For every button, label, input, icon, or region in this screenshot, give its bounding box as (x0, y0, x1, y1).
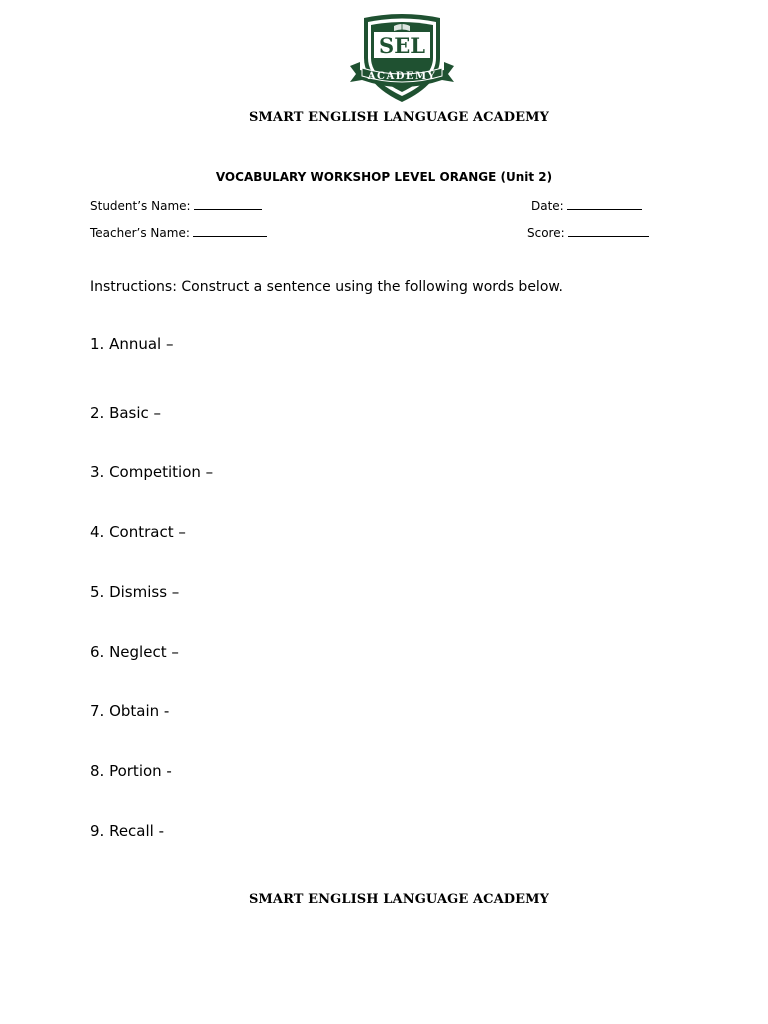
score-field (527, 224, 649, 240)
score-blank[interactable] (568, 224, 649, 237)
student-name-field (90, 197, 262, 213)
date-label: Date: (531, 199, 564, 213)
academy-logo (346, 12, 458, 104)
vocab-item-annual: 1. Annual – (90, 335, 174, 353)
shield-logo-icon (346, 12, 458, 104)
vocab-item-contract: 4. Contract – (90, 523, 186, 541)
vocab-item-recall: 9. Recall - (90, 822, 165, 840)
school-name-header: SMART ENGLISH LANGUAGE ACADEMY (248, 110, 550, 125)
teacher-name-field (90, 224, 267, 240)
teacher-name-label: Teacher’s Name: (90, 226, 190, 240)
worksheet-title: VOCABULARY WORKSHOP LEVEL ORANGE (Unit 2) (215, 170, 553, 184)
teacher-name-blank[interactable] (193, 224, 267, 237)
vocab-item-dismiss: 5. Dismiss – (90, 583, 180, 601)
score-label: Score: (527, 226, 565, 240)
logo-word: ACADEMY (367, 71, 437, 82)
date-field (531, 197, 642, 213)
vocab-item-neglect: 6. Neglect – (90, 643, 179, 661)
vocab-item-basic: 2. Basic – (90, 404, 162, 422)
school-name-footer: SMART ENGLISH LANGUAGE ACADEMY (248, 892, 550, 907)
logo-initials: SEL (379, 33, 425, 58)
student-name-blank[interactable] (194, 197, 262, 210)
vocab-item-obtain: 7. Obtain - (90, 702, 170, 720)
vocab-item-portion: 8. Portion - (90, 762, 172, 780)
instructions-text: Instructions: Construct a sentence using the following words below. (90, 279, 564, 295)
student-name-label: Student’s Name: (90, 199, 191, 213)
vocab-item-competition: 3. Competition – (90, 463, 214, 481)
date-blank[interactable] (567, 197, 642, 210)
